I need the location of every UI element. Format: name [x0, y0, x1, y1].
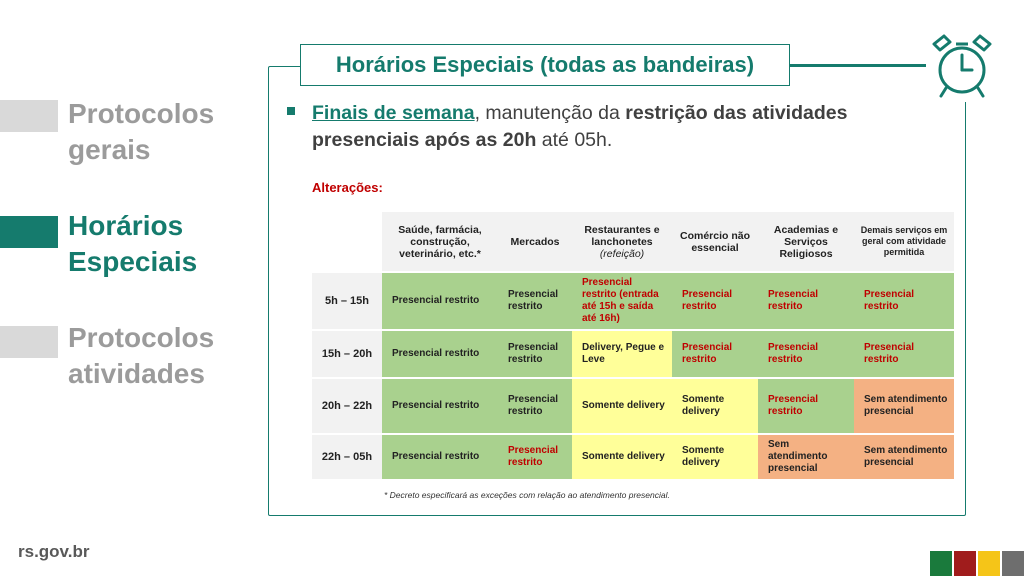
col-header-academias: Academias e Serviços Religiosos: [758, 212, 854, 272]
table-row: [312, 378, 954, 434]
nav-bar-protocolos-gerais: [0, 100, 58, 132]
nav-item-horarios-especiais[interactable]: [68, 208, 258, 280]
table-row: [312, 272, 954, 330]
table-header-row: [312, 212, 954, 272]
table-cell: Presencial restrito: [382, 330, 498, 378]
table-cell: Presencial restrito: [498, 378, 572, 434]
table-cell: Presencial restrito: [758, 330, 854, 378]
footnote: * Decreto especificará as exceções com relação ao atendimento presencial.: [384, 490, 670, 500]
intro-bold-1: restrição das atividades presenciais após as 20h: [312, 102, 848, 151]
table-cell: Presencial restrito: [854, 272, 954, 330]
table-cell: Presencial restrito: [498, 272, 572, 330]
alarm-clock-icon: [926, 30, 998, 102]
table-cell: Presencial restrito: [498, 330, 572, 378]
table-cell: Delivery, Pegue e Leve: [572, 330, 672, 378]
title-line: [790, 64, 930, 66]
table-cell: Somente delivery: [572, 378, 672, 434]
table-cell: Sem atendimento presencial: [854, 434, 954, 480]
table-cell: Sem atendimento presencial: [758, 434, 854, 480]
table-cell: Presencial restrito: [672, 272, 758, 330]
col-header-comercio: Comércio não essencial: [672, 212, 758, 272]
table-cell: Somente delivery: [672, 378, 758, 434]
nav-item-label-line1: Protocolos: [68, 98, 215, 129]
col-header-mercados: Mercados: [498, 212, 572, 272]
table-cell: Presencial restrito: [854, 330, 954, 378]
row-time: 22h – 05h: [312, 434, 382, 480]
table-cell: Presencial restrito: [758, 378, 854, 434]
bullet-square-icon: [287, 107, 295, 115]
intro-text: [312, 100, 942, 154]
table-cell: Presencial restrito: [672, 330, 758, 378]
table-cell: Presencial restrito: [382, 378, 498, 434]
flag-stripe-red: [954, 551, 976, 576]
title-box: [300, 44, 790, 86]
table-cell: Presencial restrito: [758, 272, 854, 330]
table-cell: Presencial restrito: [498, 434, 572, 480]
col-header-demais: Demais serviços em geral com atividade permitida: [854, 212, 954, 272]
col-header-restaurantes: [572, 212, 672, 272]
table-cell: Presencial restrito: [382, 434, 498, 480]
nav-item-label-line1: Horários: [68, 210, 184, 241]
col-header-restaurantes-label: Restaurantes e lanchonetes: [584, 223, 660, 248]
nav-item-label-line2: gerais: [68, 134, 151, 165]
col-header-saude: Saúde, farmácia, construção, veterinário, etc.*: [382, 212, 498, 272]
nav-bar-protocolos-atividades: [0, 326, 58, 358]
nav-item-protocolos-atividades[interactable]: [68, 320, 258, 392]
nav-item-label-line2: atividades: [68, 358, 205, 389]
table-row: [312, 330, 954, 378]
table-cell: Presencial restrito: [382, 272, 498, 330]
site-url[interactable]: rs.gov.br: [18, 542, 90, 561]
nav-item-label-line1: Protocolos: [68, 322, 215, 353]
row-time: 20h – 22h: [312, 378, 382, 434]
table-cell: Somente delivery: [672, 434, 758, 480]
weekend-link[interactable]: Finais de semana: [312, 102, 475, 124]
alteracoes-label: Alterações:: [312, 180, 383, 195]
nav-item-protocolos-gerais[interactable]: [68, 96, 258, 168]
row-time: 15h – 20h: [312, 330, 382, 378]
table-cell: Sem atendimento presencial: [854, 378, 954, 434]
flag-stripe-green: [930, 551, 952, 576]
row-time: 5h – 15h: [312, 272, 382, 330]
table-row: [312, 434, 954, 480]
col-header-restaurantes-note: (refeição): [599, 247, 645, 260]
intro-text-2: até 05h.: [536, 129, 613, 151]
page-title: Horários Especiais (todas as bandeiras): [335, 52, 755, 77]
intro-text-1: , manutenção da: [474, 102, 626, 124]
table-cell: Presencial restrito (entrada até 15h e saída até 16h): [572, 272, 672, 330]
flag-stripe-gray: [1002, 551, 1024, 576]
nav-bar-horarios-especiais: [0, 216, 58, 248]
schedule-table: [312, 212, 954, 481]
table-cell: Somente delivery: [572, 434, 672, 480]
table-corner: [312, 212, 382, 272]
nav-item-label-line2: Especiais: [68, 246, 198, 277]
flag-stripe-yellow: [978, 551, 1000, 576]
